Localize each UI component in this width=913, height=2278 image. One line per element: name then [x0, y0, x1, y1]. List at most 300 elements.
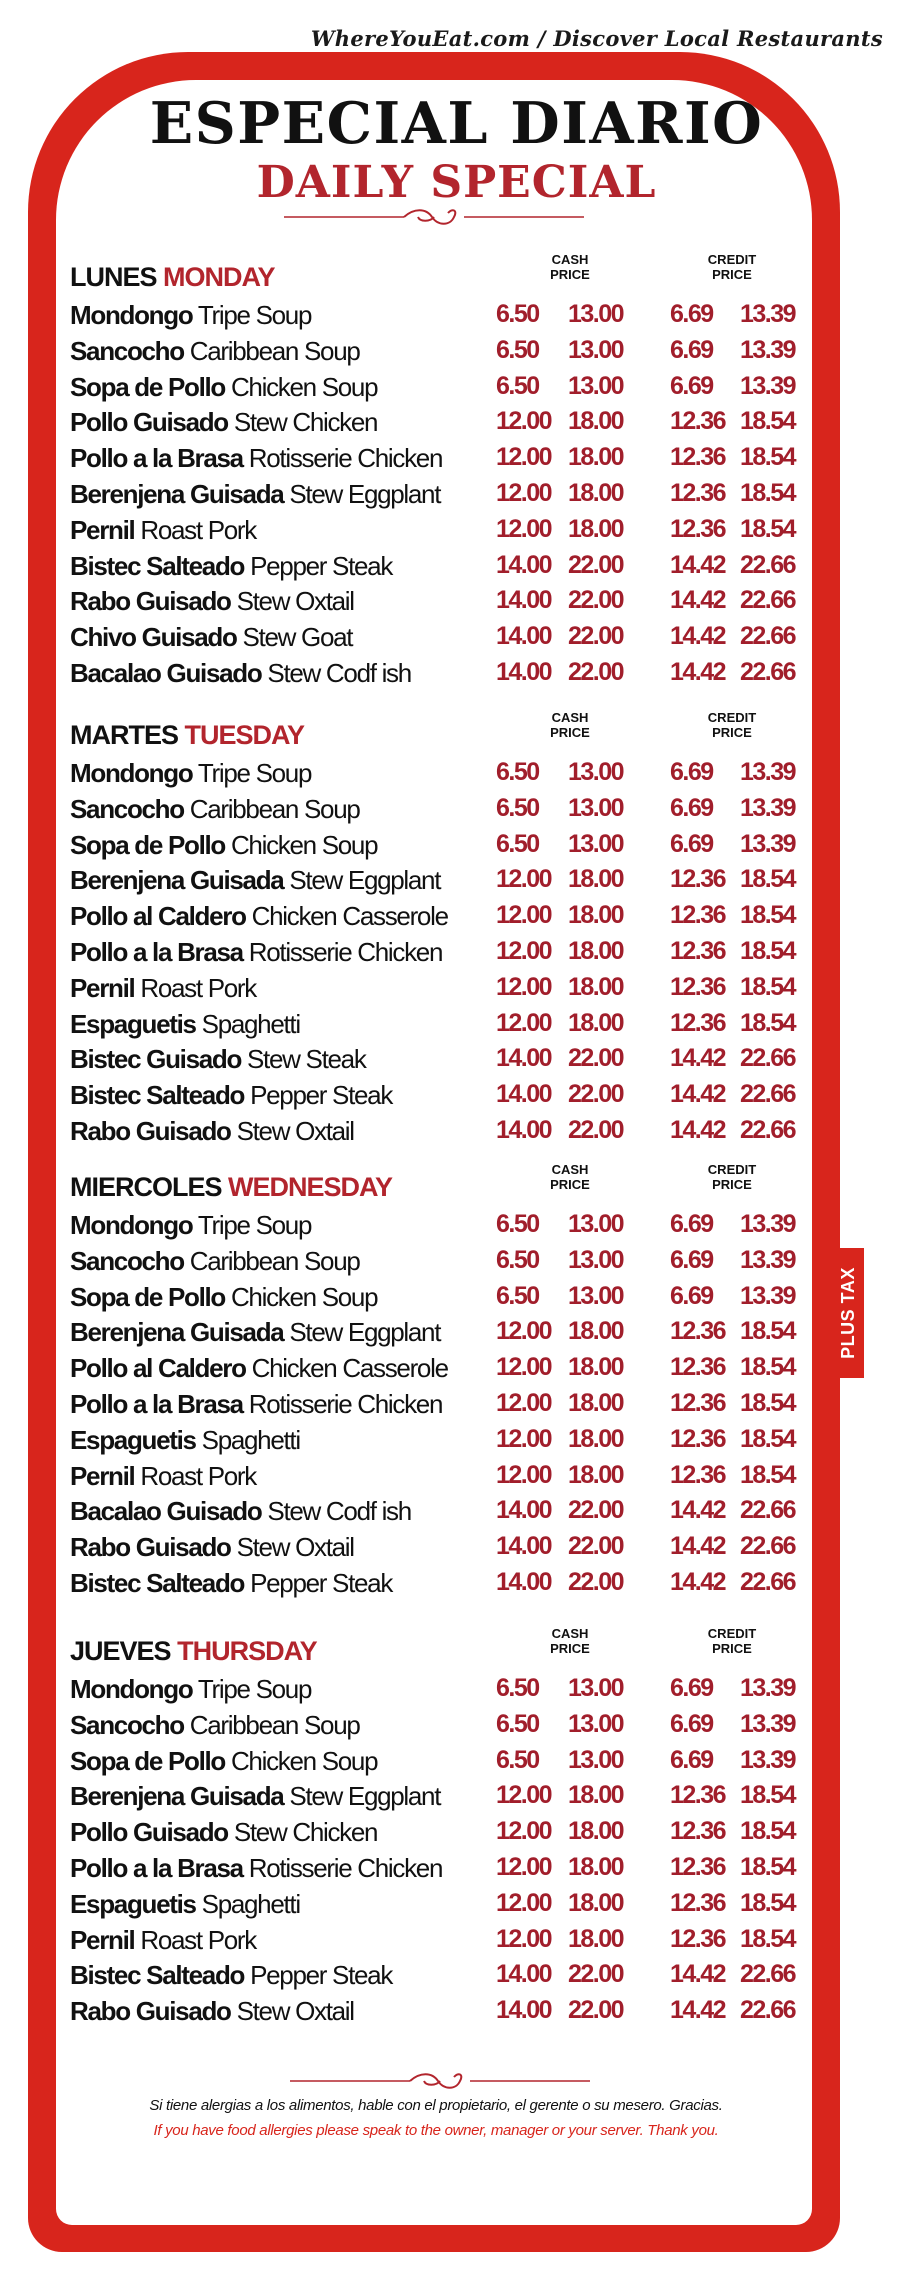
- dish-name: [70, 1496, 411, 1527]
- credit-price-large: 13.39: [740, 300, 796, 328]
- cash-price-small: 6.50: [496, 335, 539, 364]
- cash-price-large: 22.00: [568, 1960, 624, 1989]
- credit-price-small: 12.36: [670, 1424, 726, 1453]
- menu-item-row: [70, 756, 810, 792]
- day-name-es: MARTES: [70, 720, 178, 750]
- credit-price-small: 12.36: [670, 901, 726, 930]
- cash-price-small: 12.00: [496, 936, 552, 965]
- dish-name: [70, 1853, 442, 1884]
- dish-name-es: Pollo a la Brasa: [70, 936, 243, 967]
- day-title: [70, 262, 275, 293]
- menu-item-row: [70, 792, 810, 828]
- dish-name: [70, 937, 442, 968]
- menu-item-row: [70, 1244, 810, 1280]
- credit-price-large: 22.66: [740, 1496, 796, 1525]
- day-name-en: TUESDAY: [184, 720, 305, 750]
- menu-item-row: [70, 1708, 810, 1744]
- dish-name-en: Stew Eggplant: [289, 1317, 441, 1348]
- cash-price-large: 18.00: [568, 478, 624, 507]
- cash-price-header: CASH PRICE: [550, 710, 590, 740]
- cash-price-large: 18.00: [568, 1008, 624, 1037]
- dish-name-es: Bistec Salteado: [70, 1080, 245, 1111]
- cash-price-small: 12.00: [496, 901, 552, 930]
- credit-price-small: 12.36: [670, 936, 726, 965]
- cash-price-small: 6.50: [496, 371, 539, 400]
- menu-item-row: [70, 1958, 810, 1994]
- dish-name-en: Spaghetti: [201, 1888, 300, 1919]
- dish-name: [70, 515, 256, 546]
- cash-price-large: 22.00: [568, 586, 624, 615]
- dish-name-es: Pollo a la Brasa: [70, 1388, 243, 1419]
- credit-price-small: 6.69: [670, 300, 713, 328]
- dish-name-es: Rabo Guisado: [70, 586, 231, 617]
- credit-price-large: 18.54: [740, 1817, 796, 1846]
- dish-name-es: Chivo Guisado: [70, 622, 237, 653]
- menu-item-row: [70, 1387, 810, 1423]
- dish-name: [70, 973, 256, 1004]
- credit-price-large: 22.66: [740, 622, 796, 651]
- dish-name-en: Tripe Soup: [197, 758, 312, 788]
- dish-name-es: Bistec Salteado: [70, 550, 245, 581]
- credit-price-large: 22.66: [740, 1080, 796, 1109]
- cash-price-small: 14.00: [496, 586, 552, 615]
- cash-price-small: 14.00: [496, 1960, 552, 1989]
- credit-price-large: 22.66: [740, 586, 796, 615]
- dish-name-es: Sancocho: [70, 1245, 184, 1276]
- credit-price-large: 13.39: [740, 758, 796, 786]
- dish-name: [70, 1282, 377, 1313]
- dish-name-en: Tripe Soup: [197, 1210, 312, 1240]
- dish-name: [70, 1781, 440, 1812]
- credit-price-small: 14.42: [670, 1532, 726, 1561]
- dish-name-es: Mondongo: [70, 1674, 193, 1704]
- credit-price-small: 6.69: [670, 1745, 713, 1774]
- credit-price-large: 13.39: [740, 829, 796, 858]
- cash-price-large: 13.00: [568, 1745, 624, 1774]
- dish-name: [70, 1353, 448, 1384]
- cash-price-small: 12.00: [496, 1424, 552, 1453]
- dish-name-es: Pernil: [70, 1924, 135, 1955]
- menu-item-row: [70, 1007, 810, 1043]
- credit-price-large: 13.39: [740, 1745, 796, 1774]
- cash-price-small: 6.50: [496, 793, 539, 822]
- allergy-notice-es: Si tiene alergias a los alimentos, hable con el propietario, el gerente o su mesero. Gracias.: [149, 2097, 723, 2114]
- day-name-en: WEDNESDAY: [228, 1172, 393, 1202]
- dish-name-en: Roast Pork: [140, 1924, 256, 1955]
- section-thursday: [70, 1626, 810, 2030]
- credit-price-small: 6.69: [670, 1245, 713, 1274]
- dish-name-en: Stew Eggplant: [289, 478, 441, 509]
- dish-name-es: Pernil: [70, 514, 135, 545]
- credit-price-small: 12.36: [670, 1817, 726, 1846]
- cash-price-small: 14.00: [496, 1044, 552, 1073]
- cash-price-small: 14.00: [496, 1115, 552, 1144]
- dish-name-en: Caribbean Soup: [189, 335, 360, 366]
- dish-name-es: Pollo al Caldero: [70, 1353, 246, 1384]
- cash-price-small: 6.50: [496, 1674, 539, 1702]
- credit-price-large: 18.54: [740, 407, 796, 436]
- cash-price-large: 22.00: [568, 1115, 624, 1144]
- dish-name-es: Mondongo: [70, 300, 193, 330]
- cash-price-large: 22.00: [568, 1532, 624, 1561]
- dish-name-es: Pernil: [70, 972, 135, 1003]
- credit-price-large: 18.54: [740, 1008, 796, 1037]
- cash-price-large: 13.00: [568, 1281, 624, 1310]
- dish-name-en: Stew Goat: [242, 622, 353, 653]
- credit-price-header: CREDIT PRICE: [707, 1626, 757, 1656]
- section-wednesday: [70, 1162, 810, 1602]
- dish-name-en: Rotisserie Chicken: [248, 443, 443, 474]
- credit-price-small: 14.42: [670, 550, 726, 579]
- dish-name-en: Chicken Soup: [230, 1281, 378, 1312]
- dish-name: [70, 551, 392, 582]
- credit-price-large: 22.66: [740, 1115, 796, 1144]
- cash-price-small: 12.00: [496, 865, 552, 894]
- credit-price-large: 18.54: [740, 1424, 796, 1453]
- dish-name-en: Roast Pork: [140, 1460, 256, 1491]
- dish-name-en: Stew Codf ish: [267, 657, 411, 688]
- menu-item-row: [70, 1779, 810, 1815]
- credit-price-header: CREDIT PRICE: [707, 1162, 757, 1192]
- menu-item-row: [70, 828, 810, 864]
- credit-price-small: 12.36: [670, 1781, 726, 1810]
- dish-name: [70, 1116, 354, 1147]
- dish-name-en: Rotisserie Chicken: [248, 1388, 443, 1419]
- title-flourish-icon: [284, 208, 584, 226]
- menu-item-row: [70, 1351, 810, 1387]
- cash-price-small: 12.00: [496, 1924, 552, 1953]
- dish-name-en: Stew Eggplant: [289, 865, 441, 896]
- dish-name-en: Stew Eggplant: [289, 1781, 441, 1812]
- menu-item-row: [70, 1042, 810, 1078]
- dish-name-es: Berenjena Guisada: [70, 1317, 284, 1348]
- cash-price-large: 13.00: [568, 1709, 624, 1738]
- credit-price-large: 18.54: [740, 1781, 796, 1810]
- dish-name: [70, 1317, 440, 1348]
- credit-price-small: 6.69: [670, 371, 713, 400]
- credit-price-header: CREDIT PRICE: [707, 710, 757, 740]
- dish-name-en: Caribbean Soup: [189, 1245, 360, 1276]
- footer-flourish-icon: [290, 2072, 590, 2090]
- day-name-en: THURSDAY: [177, 1636, 317, 1666]
- cash-price-large: 13.00: [568, 371, 624, 400]
- cash-price-small: 6.50: [496, 829, 539, 858]
- credit-price-small: 14.42: [670, 1996, 726, 2025]
- credit-price-small: 6.69: [670, 1709, 713, 1738]
- dish-name: [70, 901, 448, 932]
- credit-price-large: 18.54: [740, 514, 796, 543]
- cash-price-small: 12.00: [496, 972, 552, 1001]
- cash-price-large: 13.00: [568, 793, 624, 822]
- credit-price-small: 14.42: [670, 622, 726, 651]
- credit-price-small: 6.69: [670, 829, 713, 858]
- credit-price-large: 18.54: [740, 1888, 796, 1917]
- dish-name-es: Rabo Guisado: [70, 1996, 231, 2027]
- dish-name: [70, 758, 311, 789]
- menu-item-row: [70, 620, 810, 656]
- title-english: DAILY SPECIAL: [256, 157, 657, 208]
- dish-name-es: Pollo Guisado: [70, 1817, 228, 1848]
- menu-item-row: [70, 441, 810, 477]
- cash-price-large: 13.00: [568, 758, 624, 786]
- credit-price-small: 12.36: [670, 865, 726, 894]
- cash-price-small: 12.00: [496, 407, 552, 436]
- credit-price-large: 22.66: [740, 1532, 796, 1561]
- dish-name: [70, 1210, 311, 1241]
- credit-price-large: 18.54: [740, 972, 796, 1001]
- credit-price-large: 22.66: [740, 657, 796, 686]
- cash-price-large: 13.00: [568, 1674, 624, 1702]
- cash-price-small: 12.00: [496, 1317, 552, 1346]
- day-title: [70, 1172, 392, 1203]
- credit-price-small: 12.36: [670, 972, 726, 1001]
- cash-price-large: 13.00: [568, 300, 624, 328]
- cash-price-large: 18.00: [568, 514, 624, 543]
- menu-item-row: [70, 1208, 810, 1244]
- menu-item-row: [70, 1672, 810, 1708]
- dish-name-en: Tripe Soup: [197, 300, 312, 330]
- credit-price-small: 12.36: [670, 1888, 726, 1917]
- dish-name-es: Berenjena Guisada: [70, 478, 284, 509]
- credit-price-small: 14.42: [670, 1496, 726, 1525]
- cash-price-large: 18.00: [568, 1388, 624, 1417]
- day-name-es: JUEVES: [70, 1636, 171, 1666]
- dish-name-en: Chicken Casserole: [251, 901, 448, 932]
- dish-name-es: Espaguetis: [70, 1008, 196, 1039]
- menu-item-row: [70, 1566, 810, 1602]
- dish-name-en: Chicken Soup: [230, 1745, 378, 1776]
- credit-price-large: 22.66: [740, 1567, 796, 1596]
- credit-price-large: 22.66: [740, 550, 796, 579]
- menu-item-row: [70, 935, 810, 971]
- cash-price-large: 13.00: [568, 335, 624, 364]
- menu-item-row: [70, 513, 810, 549]
- credit-price-large: 18.54: [740, 443, 796, 472]
- dish-name: [70, 336, 360, 367]
- cash-price-large: 18.00: [568, 1353, 624, 1382]
- section-monday: [70, 252, 810, 692]
- cash-price-small: 14.00: [496, 1567, 552, 1596]
- dish-name: [70, 1925, 256, 1956]
- dish-name-en: Pepper Steak: [250, 1567, 393, 1598]
- dish-name-en: Rotisserie Chicken: [248, 936, 443, 967]
- cash-price-small: 6.50: [496, 1281, 539, 1310]
- dish-name: [70, 1080, 392, 1111]
- credit-price-large: 22.66: [740, 1960, 796, 1989]
- cash-price-small: 6.50: [496, 300, 539, 328]
- menu-item-row: [70, 1423, 810, 1459]
- menu-item-row: [70, 899, 810, 935]
- day-name-en: MONDAY: [163, 262, 275, 292]
- dish-name: [70, 1044, 366, 1075]
- credit-price-small: 14.42: [670, 586, 726, 615]
- dish-name-en: Caribbean Soup: [189, 793, 360, 824]
- dish-name-es: Mondongo: [70, 1210, 193, 1240]
- cash-price-large: 18.00: [568, 1317, 624, 1346]
- menu-items: [70, 756, 810, 1150]
- credit-price-small: 12.36: [670, 478, 726, 507]
- cash-price-small: 14.00: [496, 622, 552, 651]
- menu-item-row: [70, 1744, 810, 1780]
- credit-price-small: 6.69: [670, 758, 713, 786]
- dish-name: [70, 1389, 442, 1420]
- credit-price-header: CREDIT PRICE: [707, 252, 757, 282]
- cash-price-large: 18.00: [568, 1817, 624, 1846]
- cash-price-small: 6.50: [496, 1709, 539, 1738]
- section-header: [70, 710, 810, 756]
- dish-name: [70, 1746, 377, 1777]
- section-tuesday: [70, 710, 810, 1150]
- credit-price-large: 13.39: [740, 1245, 796, 1274]
- cash-price-header: CASH PRICE: [550, 1626, 590, 1656]
- dish-name-es: Sancocho: [70, 335, 184, 366]
- cash-price-small: 12.00: [496, 1008, 552, 1037]
- dish-name-en: Rotisserie Chicken: [248, 1852, 443, 1883]
- cash-price-large: 22.00: [568, 1044, 624, 1073]
- dish-name-es: Pernil: [70, 1460, 135, 1491]
- credit-price-large: 18.54: [740, 901, 796, 930]
- cash-price-small: 14.00: [496, 1496, 552, 1525]
- credit-price-small: 12.36: [670, 1008, 726, 1037]
- dish-name-es: Pollo Guisado: [70, 407, 228, 438]
- dish-name-en: Stew Oxtail: [236, 586, 354, 617]
- dish-name: [70, 372, 377, 403]
- cash-price-large: 18.00: [568, 1924, 624, 1953]
- dish-name-es: Pollo a la Brasa: [70, 1852, 243, 1883]
- credit-price-small: 14.42: [670, 1044, 726, 1073]
- cash-price-large: 18.00: [568, 865, 624, 894]
- watermark: WhereYouEat.com / Discover Local Restaurants: [310, 26, 883, 51]
- dish-name-en: Roast Pork: [140, 972, 256, 1003]
- cash-price-large: 18.00: [568, 1424, 624, 1453]
- credit-price-small: 6.69: [670, 1674, 713, 1702]
- menu-item-row: [70, 1315, 810, 1351]
- title-spanish: ESPECIAL DIARIO: [149, 90, 764, 157]
- credit-price-small: 14.42: [670, 1080, 726, 1109]
- menu-item-row: [70, 584, 810, 620]
- dish-name-en: Pepper Steak: [250, 550, 393, 581]
- section-header: [70, 1626, 810, 1672]
- dish-name: [70, 1960, 392, 1991]
- cash-price-small: 14.00: [496, 657, 552, 686]
- dish-name: [70, 830, 377, 861]
- dish-name: [70, 300, 311, 331]
- menu-item-row: [70, 370, 810, 406]
- dish-name: [70, 1996, 354, 2027]
- menu-item-row: [70, 1530, 810, 1566]
- menu-items: [70, 298, 810, 692]
- day-name-es: MIERCOLES: [70, 1172, 222, 1202]
- dish-name-es: Sopa de Pollo: [70, 829, 226, 860]
- dish-name-es: Berenjena Guisada: [70, 1781, 284, 1812]
- dish-name: [70, 1461, 256, 1492]
- dish-name-en: Pepper Steak: [250, 1960, 393, 1991]
- dish-name: [70, 1246, 360, 1277]
- dish-name-en: Chicken Casserole: [251, 1353, 448, 1384]
- dish-name: [70, 407, 377, 438]
- dish-name: [70, 443, 442, 474]
- cash-price-large: 22.00: [568, 1080, 624, 1109]
- cash-price-large: 18.00: [568, 901, 624, 930]
- credit-price-small: 6.69: [670, 793, 713, 822]
- credit-price-small: 6.69: [670, 1210, 713, 1238]
- allergy-notice-en: If you have food allergies please speak to the owner, manager or your server. Thank you.: [153, 2122, 719, 2139]
- cash-price-large: 22.00: [568, 1496, 624, 1525]
- menu-item-row: [70, 1114, 810, 1150]
- credit-price-large: 18.54: [740, 865, 796, 894]
- day-title: [70, 720, 304, 751]
- dish-name-es: Sancocho: [70, 1709, 184, 1740]
- cash-price-large: 22.00: [568, 1567, 624, 1596]
- dish-name-es: Berenjena Guisada: [70, 865, 284, 896]
- dish-name-en: Caribbean Soup: [189, 1709, 360, 1740]
- dish-name-en: Stew Codf ish: [267, 1496, 411, 1527]
- cash-price-header: CASH PRICE: [550, 1162, 590, 1192]
- dish-name: [70, 658, 411, 689]
- dish-name-es: Rabo Guisado: [70, 1115, 231, 1146]
- cash-price-large: 13.00: [568, 829, 624, 858]
- credit-price-small: 12.36: [670, 514, 726, 543]
- plus-tax-label: PLUS TAX: [838, 1267, 858, 1359]
- credit-price-large: 18.54: [740, 1852, 796, 1881]
- dish-name-en: Spaghetti: [201, 1424, 300, 1455]
- cash-price-small: 12.00: [496, 514, 552, 543]
- credit-price-small: 12.36: [670, 1460, 726, 1489]
- cash-price-small: 12.00: [496, 443, 552, 472]
- cash-price-small: 6.50: [496, 1745, 539, 1774]
- menu-item-row: [70, 1923, 810, 1959]
- cash-price-large: 18.00: [568, 1852, 624, 1881]
- cash-price-large: 18.00: [568, 1781, 624, 1810]
- credit-price-large: 13.39: [740, 1709, 796, 1738]
- dish-name: [70, 1009, 300, 1040]
- dish-name-es: Bacalao Guisado: [70, 1496, 262, 1527]
- credit-price-large: 18.54: [740, 478, 796, 507]
- credit-price-large: 13.39: [740, 1210, 796, 1238]
- dish-name-es: Sopa de Pollo: [70, 1281, 226, 1312]
- credit-price-small: 12.36: [670, 1353, 726, 1382]
- credit-price-small: 6.69: [670, 1281, 713, 1310]
- cash-price-small: 12.00: [496, 1353, 552, 1382]
- cash-price-large: 22.00: [568, 550, 624, 579]
- menu-item-row: [70, 863, 810, 899]
- credit-price-small: 12.36: [670, 443, 726, 472]
- credit-price-small: 14.42: [670, 1567, 726, 1596]
- dish-name: [70, 1889, 300, 1920]
- cash-price-large: 18.00: [568, 407, 624, 436]
- dish-name-en: Spaghetti: [201, 1008, 300, 1039]
- cash-price-small: 6.50: [496, 758, 539, 786]
- cash-price-small: 12.00: [496, 1852, 552, 1881]
- cash-price-small: 12.00: [496, 1817, 552, 1846]
- dish-name-es: Espaguetis: [70, 1424, 196, 1455]
- menu-item-row: [70, 298, 810, 334]
- dish-name-en: Pepper Steak: [250, 1080, 393, 1111]
- credit-price-large: 18.54: [740, 1460, 796, 1489]
- cash-price-large: 18.00: [568, 972, 624, 1001]
- menu-item-row: [70, 334, 810, 370]
- cash-price-small: 12.00: [496, 1460, 552, 1489]
- dish-name-es: Bistec Guisado: [70, 1044, 242, 1075]
- menu-item-row: [70, 1078, 810, 1114]
- dish-name-en: Stew Chicken: [233, 407, 378, 438]
- menu-item-row: [70, 1815, 810, 1851]
- credit-price-small: 12.36: [670, 1924, 726, 1953]
- menu-item-row: [70, 405, 810, 441]
- cash-price-large: 18.00: [568, 936, 624, 965]
- dish-name-es: Bacalao Guisado: [70, 657, 262, 688]
- cash-price-large: 18.00: [568, 1460, 624, 1489]
